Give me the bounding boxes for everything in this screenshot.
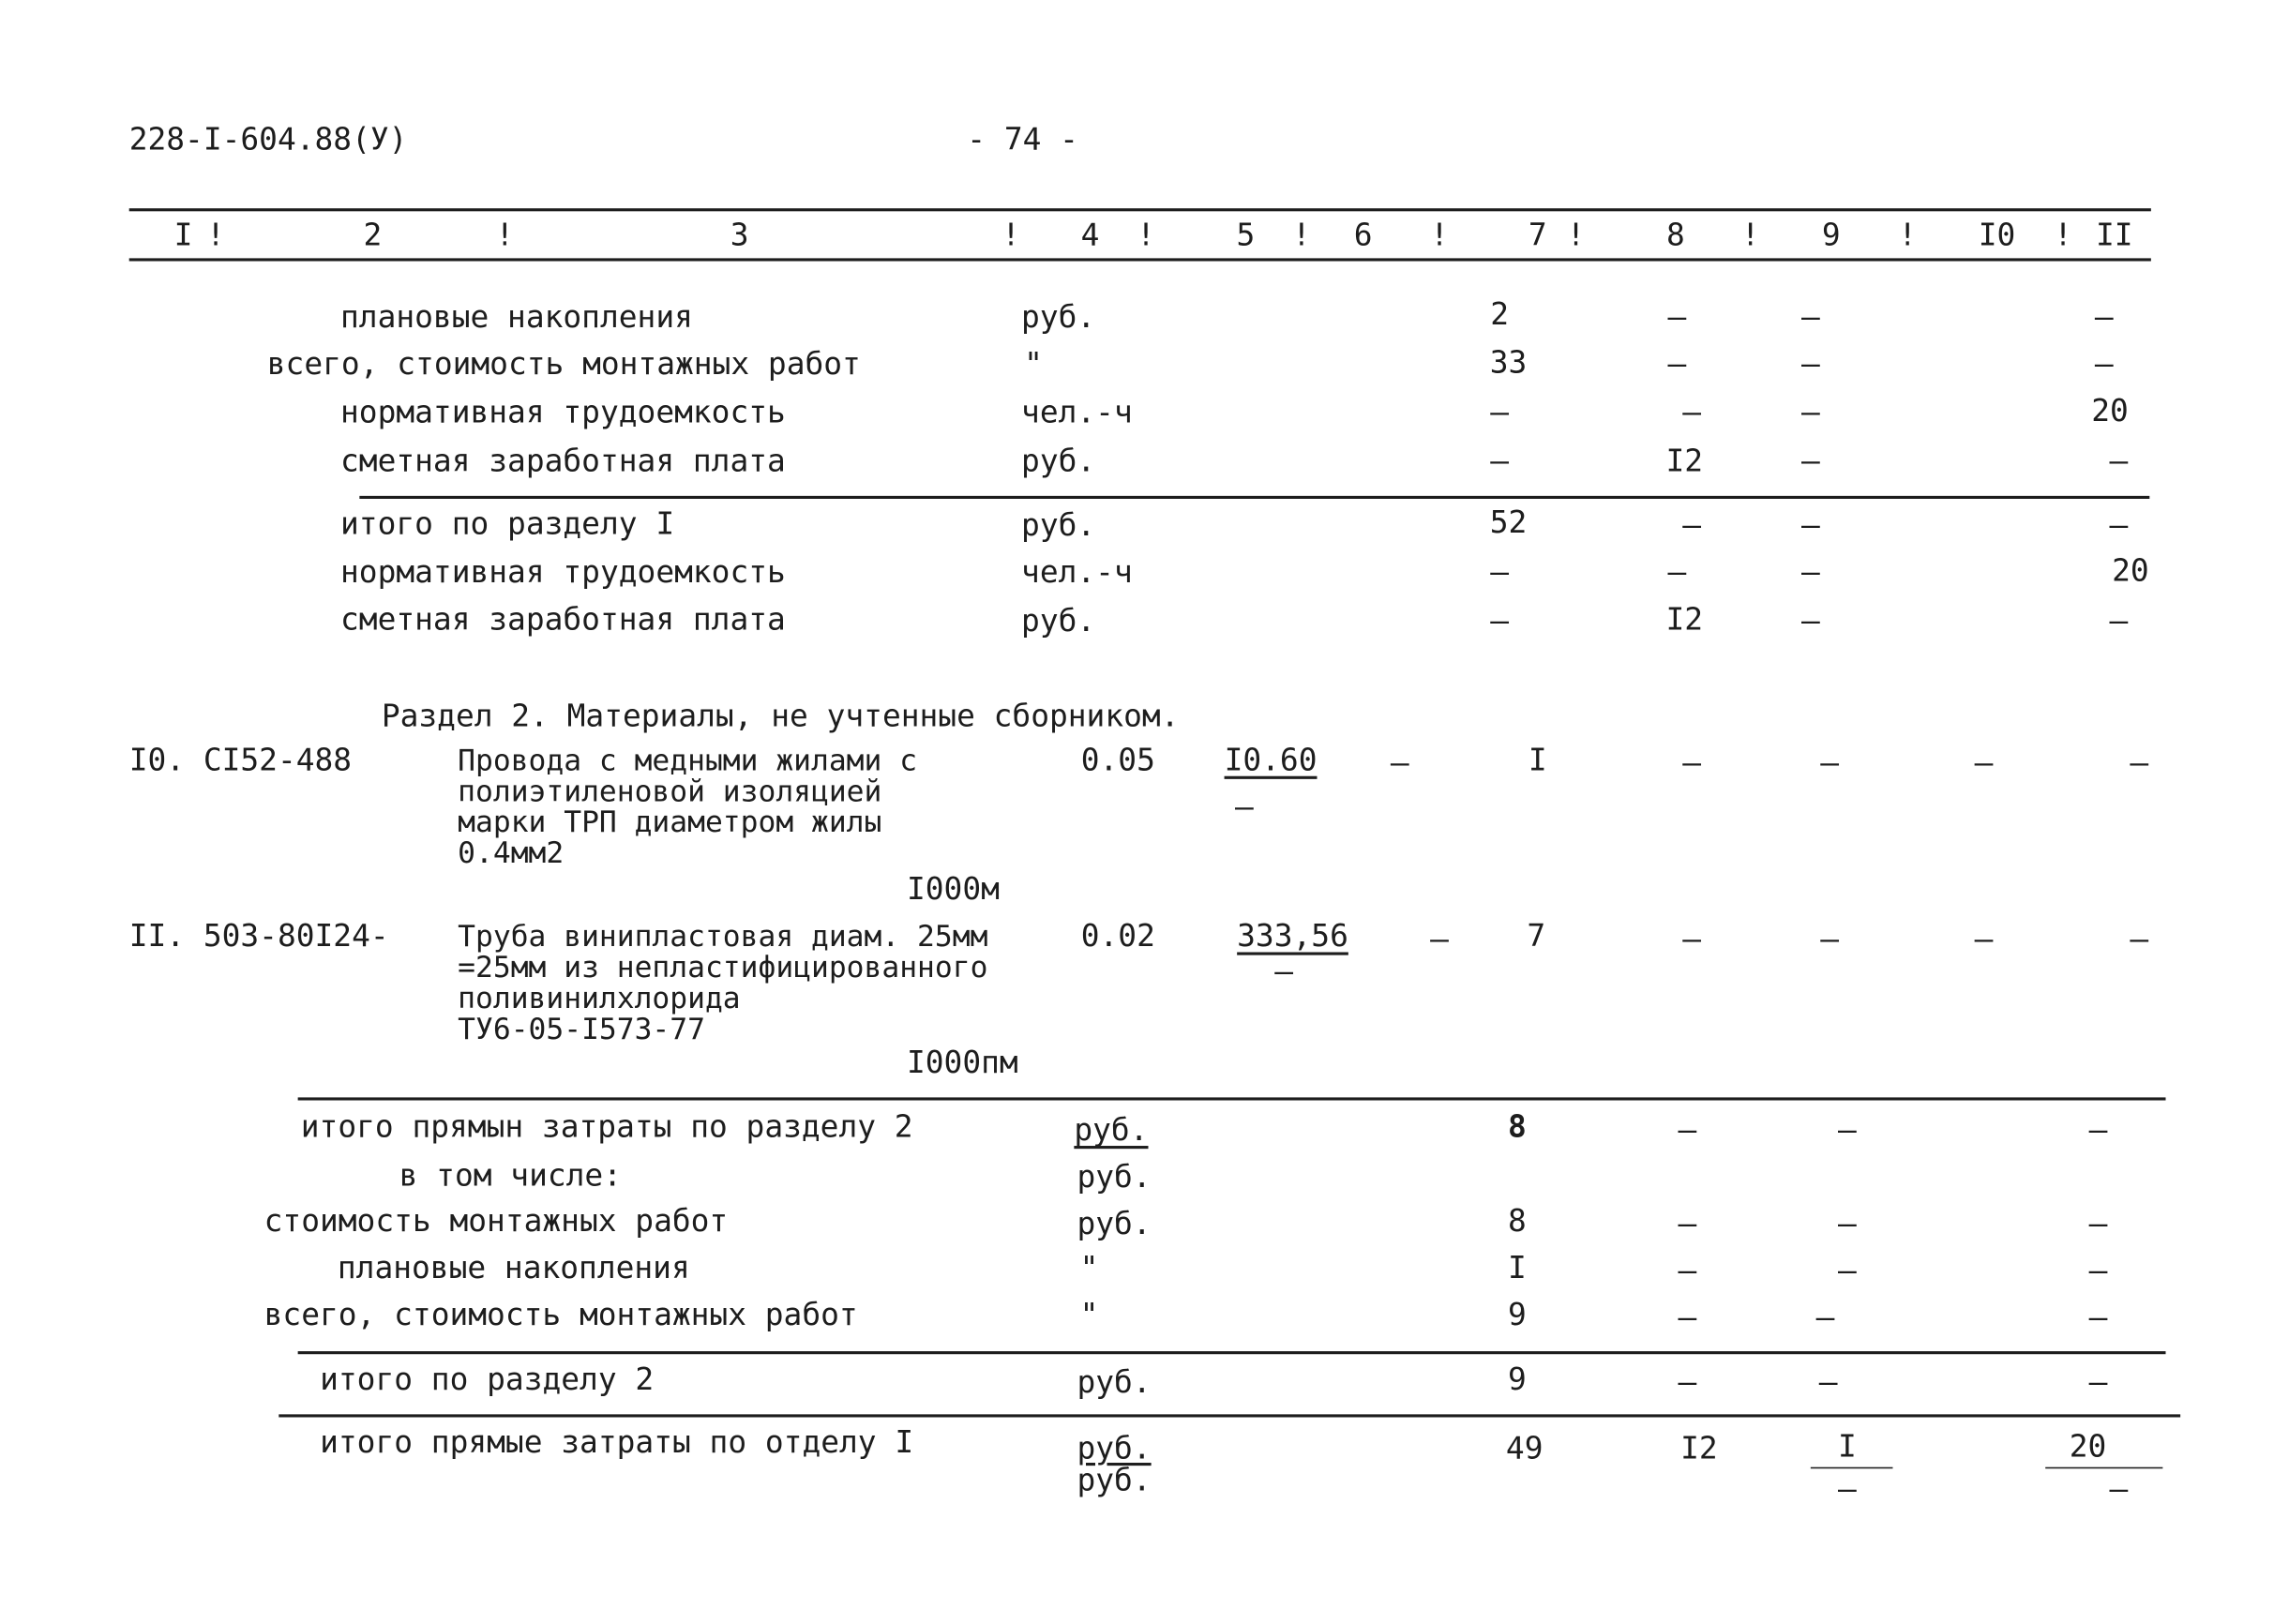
cell-col11-sub: – xyxy=(2109,1471,2129,1507)
cell-col8: – xyxy=(1678,1300,1697,1335)
row-unit: руб. xyxy=(1077,1364,1152,1400)
cell-col9: – xyxy=(1838,1112,1857,1148)
col-separator: ! xyxy=(1137,217,1155,253)
section-title: Раздел 2. Материалы, не учтенные сборником. xyxy=(381,698,1180,734)
cell-col8: – xyxy=(1682,921,1702,957)
cell-col7: I xyxy=(1507,1250,1527,1286)
col-separator: ! xyxy=(1291,217,1311,253)
row-label: итого по разделу I xyxy=(340,505,675,542)
cell-col9: – xyxy=(1815,1300,1835,1335)
item-number: II. 503-80I24- xyxy=(128,918,389,955)
cell-col7: 8 xyxy=(1507,1108,1527,1145)
col-header-7: 7 xyxy=(1528,217,1547,253)
row-unit: руб. xyxy=(1021,443,1096,479)
cell-col11: – xyxy=(2109,603,2129,639)
cell-col11: 20 xyxy=(2069,1429,2107,1465)
col-header-10: I0 xyxy=(1978,217,2016,253)
cell-col9: – xyxy=(1820,744,1840,781)
cell-col9: – xyxy=(1800,346,1820,382)
cell-col7: 7 xyxy=(1527,918,1546,955)
item-price: I0.60 xyxy=(1224,742,1318,778)
col-separator: ! xyxy=(206,217,225,253)
cell-col9: – xyxy=(1800,507,1820,543)
cell-col11: – xyxy=(2130,921,2149,957)
cell-col9: – xyxy=(1800,299,1820,335)
col-header-8: 8 xyxy=(1665,217,1685,253)
cell-col8: – xyxy=(1667,554,1687,591)
page-number: - 74 - xyxy=(967,121,1078,158)
row-label: стоимость монтажных работ xyxy=(264,1203,729,1239)
cell-col7: – xyxy=(1490,554,1510,591)
cell-col9-sub: – xyxy=(1838,1471,1857,1507)
cell-col8: – xyxy=(1678,1206,1697,1241)
cell-col9: – xyxy=(1820,921,1840,957)
item-unit: I000м xyxy=(906,871,1000,907)
cell-col11: 20 xyxy=(2091,393,2129,429)
item-unit: I000пм xyxy=(906,1045,1018,1080)
col-separator: ! xyxy=(1430,217,1449,253)
row-unit: " xyxy=(1079,1250,1099,1286)
cell-col6: – xyxy=(1430,921,1449,957)
cell-col11: 20 xyxy=(2112,552,2149,589)
item-quantity: 0.02 xyxy=(1080,918,1155,955)
fraction-rule xyxy=(2045,1467,2162,1469)
col-header-9: 9 xyxy=(1821,217,1841,253)
row-label: всего, стоимость монтажных работ xyxy=(266,346,861,382)
col-header-4: 4 xyxy=(1080,217,1100,253)
row-label: итого по разделу 2 xyxy=(320,1361,655,1397)
col-separator: ! xyxy=(1566,217,1586,253)
cell-col8: – xyxy=(1682,394,1702,430)
cell-col8: I2 xyxy=(1665,443,1704,479)
item-quantity: 0.05 xyxy=(1080,742,1155,778)
cell-col8: – xyxy=(1667,299,1687,335)
row-label: итого прямын затраты по разделу 2 xyxy=(300,1108,913,1145)
col-separator: ! xyxy=(1001,217,1020,253)
col-separator: ! xyxy=(1898,217,1918,253)
cell-col10: – xyxy=(1974,921,1994,957)
cell-col8: – xyxy=(1678,1364,1697,1400)
item-description: Провода с медными жилами с полиэтиленовой изоляцией марки ТРП диаметром жилы 0.4мм2 xyxy=(458,742,918,870)
col-separator: ! xyxy=(495,217,515,253)
item-number: I0. CI52-488 xyxy=(128,742,353,778)
cell-col8: – xyxy=(1682,507,1702,543)
row-unit: руб. xyxy=(1021,299,1096,335)
row-label: плановые накопления xyxy=(340,299,693,335)
cell-col8: – xyxy=(1678,1253,1697,1288)
cell-col8: – xyxy=(1678,1112,1697,1148)
item-description: Труба винипластовая диам. 25мм =25мм из непластифицированного поливинилхлорида ТУ6-05-I573-77 xyxy=(458,918,988,1046)
row-unit: руб. xyxy=(1077,1206,1152,1241)
col-separator: ! xyxy=(1740,217,1760,253)
row-unit: " xyxy=(1079,1297,1099,1332)
col-header-2: 2 xyxy=(363,217,383,253)
cell-col7: 33 xyxy=(1489,344,1528,381)
cell-col9: – xyxy=(1838,1253,1857,1288)
doc-code: 228-I-604.88(У) xyxy=(128,121,408,158)
cell-col11: – xyxy=(2094,299,2114,335)
row-unit: руб. xyxy=(1074,1112,1149,1148)
cell-col7: 9 xyxy=(1507,1297,1527,1332)
row-unit: руб. xyxy=(1077,1159,1152,1195)
header-top-rule xyxy=(129,208,2151,211)
row-unit: руб. xyxy=(1021,507,1096,543)
cell-col9: – xyxy=(1800,394,1820,430)
col-header-1: I xyxy=(173,217,193,253)
row-unit-sub: руб. xyxy=(1077,1463,1152,1498)
cell-col11: – xyxy=(2088,1112,2108,1148)
cell-col11: – xyxy=(2130,744,2149,781)
subtotal-rule xyxy=(298,1097,2166,1100)
cell-col10: – xyxy=(1974,744,1994,781)
row-label: нормативная трудоемкость xyxy=(340,394,786,430)
row-label: нормативная трудоемкость xyxy=(340,554,786,591)
subtotal-rule xyxy=(298,1351,2166,1354)
cell-col11: – xyxy=(2094,346,2114,382)
row-label: в том числе: xyxy=(399,1157,622,1194)
cell-col8: I2 xyxy=(1665,601,1704,638)
row-label: сметная заработная плата xyxy=(340,443,786,479)
col-header-3: 3 xyxy=(730,217,749,253)
cell-col9: – xyxy=(1800,443,1820,479)
cell-col7: – xyxy=(1490,394,1510,430)
col-separator: ! xyxy=(2054,217,2072,253)
row-label: плановые накопления xyxy=(337,1250,690,1286)
cell-col9: – xyxy=(1838,1206,1857,1241)
cell-col8: – xyxy=(1682,744,1702,781)
cell-col7: 49 xyxy=(1505,1430,1544,1466)
item-price: 333,56 xyxy=(1237,918,1348,955)
cell-col7: – xyxy=(1490,443,1510,479)
col-header-5: 5 xyxy=(1236,217,1256,253)
cell-col9: – xyxy=(1818,1364,1838,1400)
cell-col9: – xyxy=(1800,554,1820,591)
cell-col11: – xyxy=(2088,1300,2108,1335)
row-label: всего, стоимость монтажных работ xyxy=(264,1297,858,1332)
row-unit: руб. xyxy=(1077,1430,1152,1466)
cell-col9: – xyxy=(1800,603,1820,639)
row-unit: чел.-ч xyxy=(1021,554,1133,591)
row-label: итого прямые затраты по отделу I xyxy=(320,1424,914,1460)
cell-col7: 8 xyxy=(1507,1203,1527,1239)
cell-col7: 52 xyxy=(1489,504,1528,540)
cell-col11: – xyxy=(2088,1206,2108,1241)
cell-col11: – xyxy=(2109,443,2129,479)
cell-col7: 2 xyxy=(1490,296,1510,332)
cell-col11: – xyxy=(2109,507,2129,543)
header-bottom-rule xyxy=(129,258,2151,261)
cell-col6: – xyxy=(1390,744,1409,781)
row-unit: " xyxy=(1024,346,1043,382)
fraction-rule xyxy=(1811,1467,1893,1469)
row-unit: руб. xyxy=(1021,603,1096,639)
col-header-6: 6 xyxy=(1353,217,1373,253)
cell-col9: I xyxy=(1838,1429,1857,1465)
cell-col7: 9 xyxy=(1507,1361,1527,1397)
row-label: сметная заработная плата xyxy=(340,601,786,638)
item-price-sub: – xyxy=(1234,789,1254,825)
cell-col11: – xyxy=(2088,1253,2108,1288)
row-unit: чел.-ч xyxy=(1021,394,1133,430)
subtotal-rule xyxy=(359,496,2149,499)
col-header-11: II xyxy=(2095,217,2133,253)
subtotal-rule xyxy=(279,1414,2180,1417)
cell-col7: – xyxy=(1490,603,1510,639)
cell-col8: I2 xyxy=(1680,1430,1718,1466)
cell-col7: I xyxy=(1528,742,1547,778)
item-price-sub: – xyxy=(1274,954,1294,989)
cell-col8: – xyxy=(1667,346,1687,382)
cell-col11: – xyxy=(2088,1364,2108,1400)
